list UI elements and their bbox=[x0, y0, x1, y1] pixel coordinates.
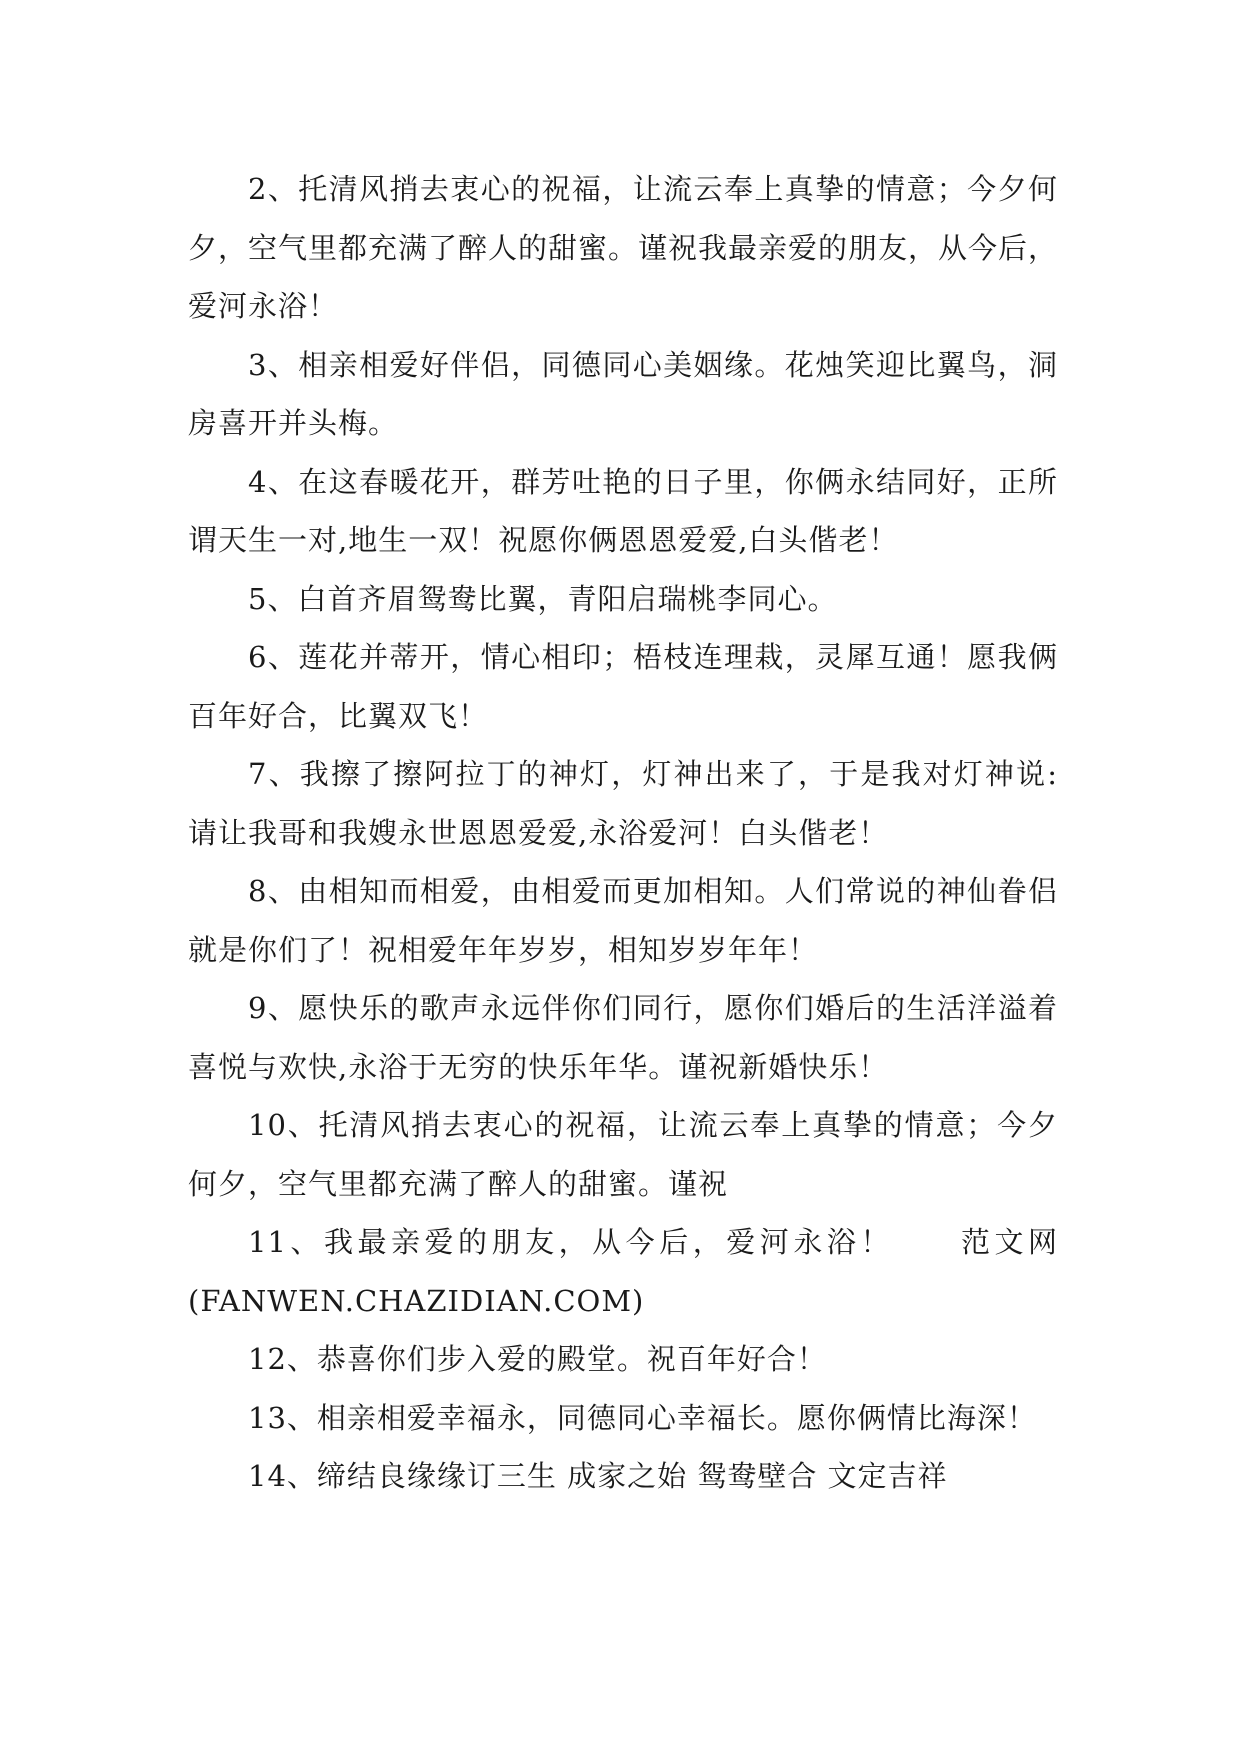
paragraph-11: 11、我最亲爱的朋友，从今后，爱河永浴！ 范文网(FANWEN.CHAZIDIAN.COM) bbox=[188, 1225, 1058, 1318]
paragraph-7: 7、我擦了擦阿拉丁的神灯，灯神出来了，于是我对灯神说:请让我哥和我嫂永世恩恩爱爱,永浴爱河！白头偕老！ bbox=[188, 757, 1058, 850]
paragraph-9: 9、愿快乐的歌声永远伴你们同行，愿你们婚后的生活洋溢着喜悦与欢快,永浴于无穷的快乐年华。谨祝新婚快乐！ bbox=[188, 991, 1058, 1084]
paragraph-13: 13、相亲相爱幸福永，同德同心幸福长。愿你俩情比海深！ bbox=[248, 1400, 1037, 1435]
paragraph-12: 12、恭喜你们步入爱的殿堂。祝百年好合！ bbox=[248, 1342, 827, 1376]
paragraph-14: 14、缔结良缘缘订三生 成家之始 鸳鸯壁合 文定吉祥 bbox=[248, 1459, 948, 1493]
paragraph-3: 3、相亲相爱好伴侣，同德同心美姻缘。花烛笑迎比翼鸟，洞房喜开并头梅。 bbox=[188, 347, 1058, 440]
paragraph-2: 2、托清风捎去衷心的祝福，让流云奉上真挚的情意；今夕何夕，空气里都充满了醉人的甜蜜。谨祝我最亲爱的朋友，从今后，爱河永浴！ bbox=[188, 172, 1059, 323]
paragraph-5: 5、白首齐眉鸳鸯比翼，青阳启瑞桃李同心。 bbox=[248, 581, 838, 616]
paragraph-4: 4、在这春暖花开，群芳吐艳的日子里，你俩永结同好，正所谓天生一对,地生一双！祝愿你俩恩恩爱爱,白头偕老！ bbox=[188, 464, 1058, 557]
paragraph-6: 6、莲花并蒂开，情心相印；梧枝连理栽，灵犀互通！愿我俩百年好合，比翼双飞！ bbox=[188, 640, 1058, 733]
paragraph-10: 10、托清风捎去衷心的祝福，让流云奉上真挚的情意；今夕何夕，空气里都充满了醉人的甜蜜。谨祝 bbox=[188, 1108, 1058, 1201]
document-body bbox=[188, 160, 1058, 1506]
paragraph-8: 8、由相知而相爱，由相爱而更加相知。人们常说的神仙眷侣就是你们了！祝相爱年年岁岁，相知岁岁年年！ bbox=[188, 874, 1058, 967]
